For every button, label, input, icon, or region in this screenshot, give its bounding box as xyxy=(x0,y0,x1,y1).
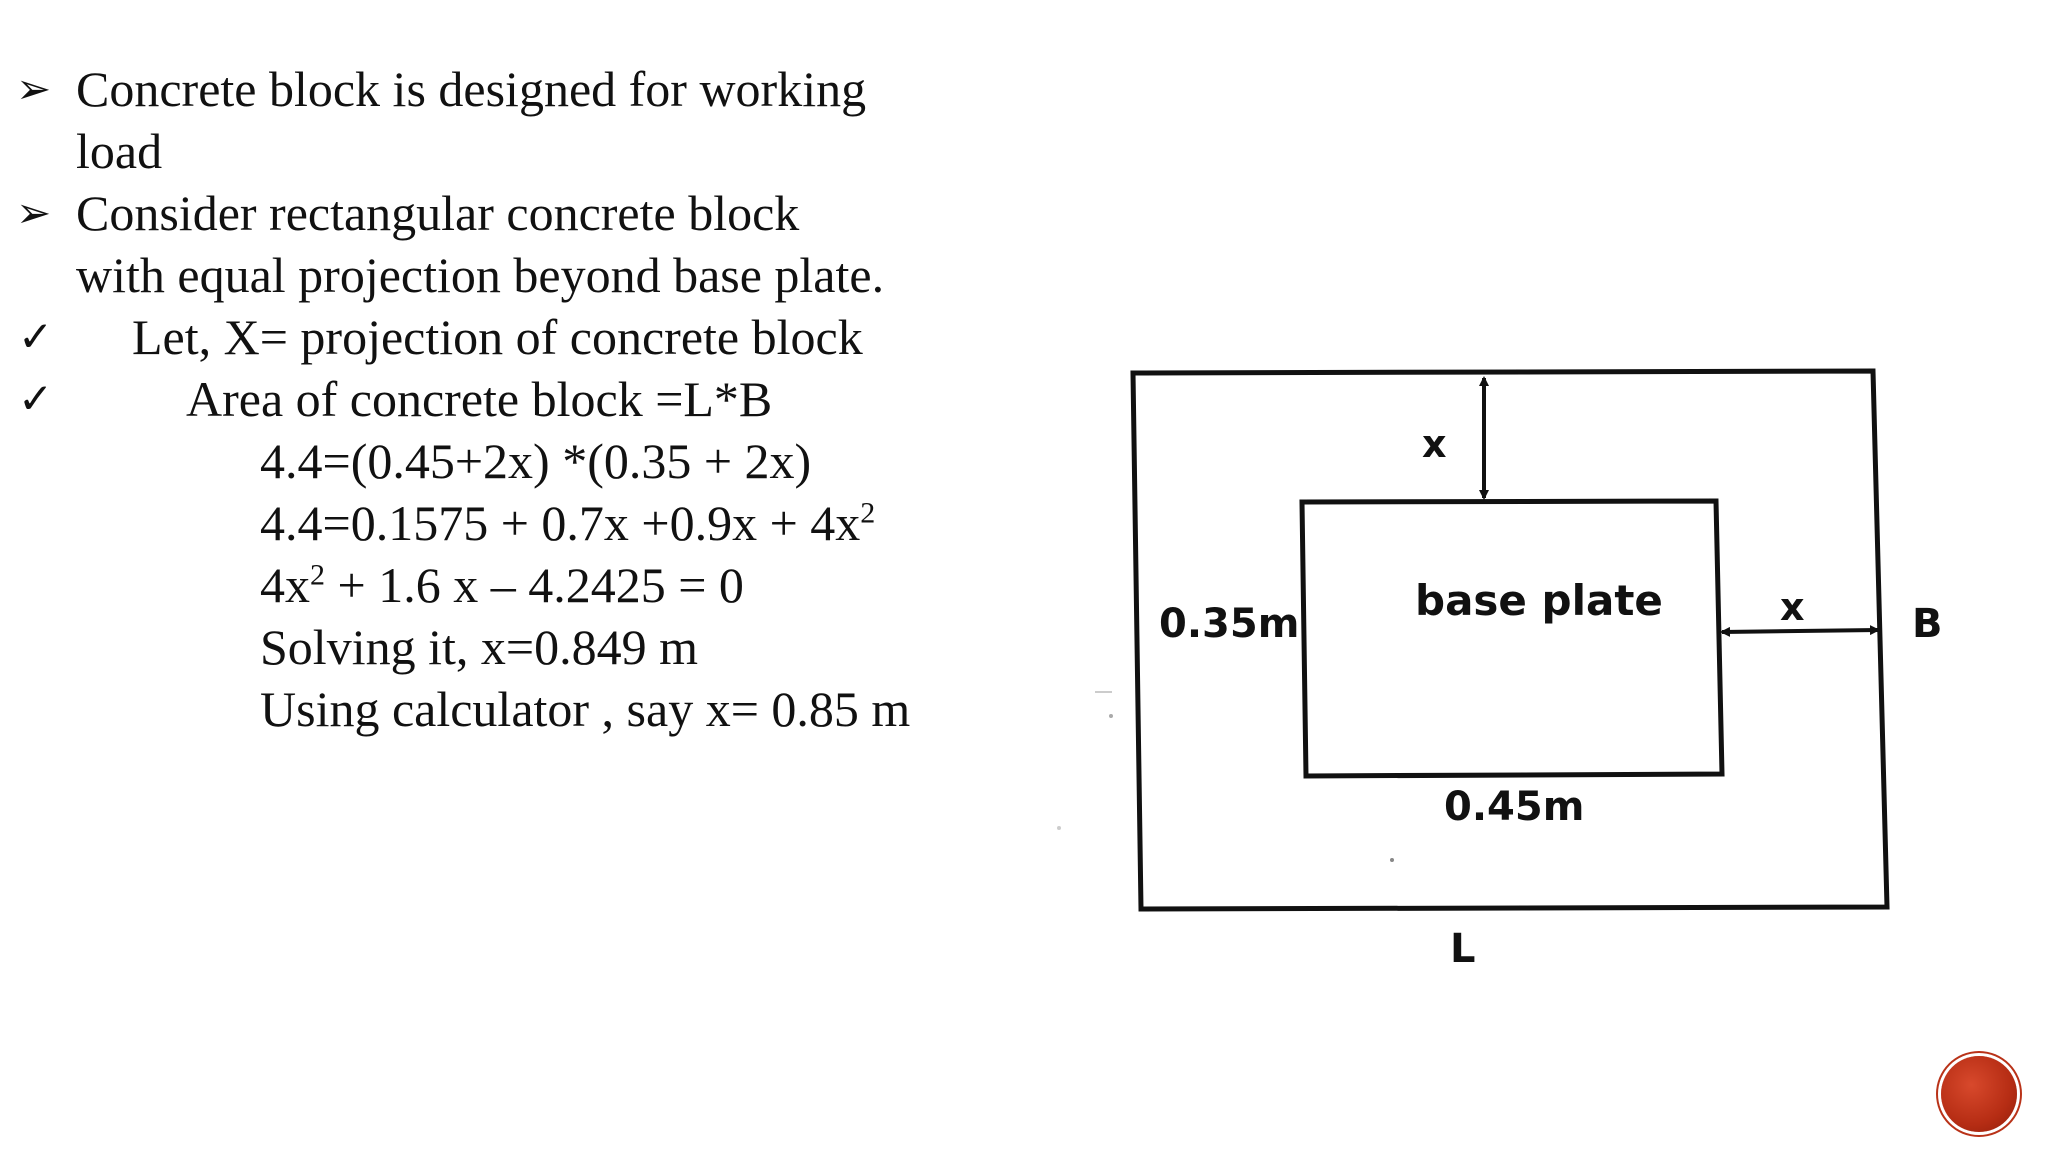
arrow-bullet-icon: ➢ xyxy=(16,188,52,237)
check-1-text: Let, X= projection of concrete block xyxy=(132,309,863,365)
base-plate-outline xyxy=(1302,501,1722,776)
equation-5: Using calculator , say x= 0.85 m xyxy=(260,681,911,737)
plate-length-label: 0.45m xyxy=(1444,784,1585,830)
slide-nav-button[interactable] xyxy=(1941,1056,2017,1132)
plate-width-label: 0.35m xyxy=(1159,601,1300,647)
block-width-label: B xyxy=(1912,601,1943,647)
scan-dot xyxy=(1057,826,1061,830)
scan-dot xyxy=(1390,858,1394,862)
equation-3-exponent: 2 xyxy=(310,558,325,592)
equation-4: Solving it, x=0.849 m xyxy=(260,619,698,675)
checkmark-icon: ✓ xyxy=(18,374,54,423)
equation-2-main: 4.4=0.1575 + 0.7x +0.9x + 4x xyxy=(260,495,861,551)
bullet-1-line-1: Concrete block is designed for working xyxy=(76,61,867,117)
checkmark-icon: ✓ xyxy=(18,312,54,361)
bullet-1-line-2: load xyxy=(76,123,163,179)
equation-3-b: + 1.6 x – 4.2425 = 0 xyxy=(325,557,744,613)
arrow-bullet-icon: ➢ xyxy=(16,64,52,113)
scan-dot xyxy=(1109,714,1113,718)
side-projection-label: x xyxy=(1780,585,1805,629)
block-length-label: L xyxy=(1450,926,1476,972)
base-plate-label: base plate xyxy=(1415,576,1663,625)
equation-1: 4.4=(0.45+2x) *(0.35 + 2x) xyxy=(260,433,812,489)
top-projection-label: x xyxy=(1422,422,1447,466)
check-2-text: Area of concrete block =L*B xyxy=(186,371,773,427)
equation-3-a: 4x xyxy=(260,557,310,613)
equation-2-exponent: 2 xyxy=(860,496,876,530)
bullet-2-line-2: with equal projection beyond base plate. xyxy=(76,247,885,303)
side-projection-arrow xyxy=(1722,630,1878,632)
bullet-2-line-1: Consider rectangular concrete block xyxy=(76,185,800,241)
